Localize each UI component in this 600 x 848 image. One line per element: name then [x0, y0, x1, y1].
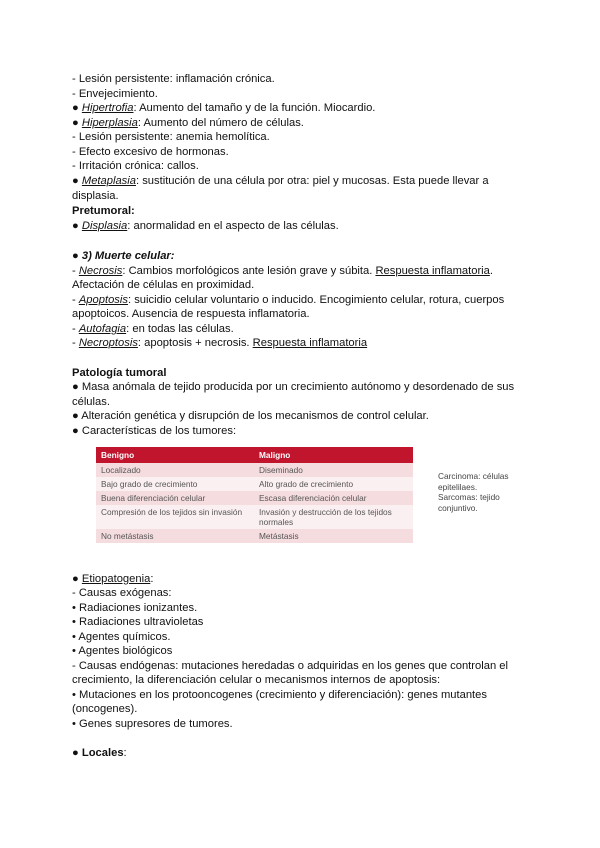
text-span: : anormalidad en el aspecto de las células.: [127, 220, 339, 232]
text-line: - Causas exógenas:: [72, 587, 172, 599]
section-heading-patologia: Patología tumoral: [72, 367, 167, 379]
text-line: - Envejecimiento.: [72, 88, 158, 100]
section-heading-locales: [72, 746, 127, 760]
heading-text: 3) Muerte celular:: [81, 250, 175, 262]
text-line: - Necrosis: Cambios morfológicos ante lesión grave y súbita. Respuesta inflamatoria.: [72, 265, 493, 277]
table-row: [96, 491, 413, 505]
text-line: - Necroptosis: apoptosis + necrosis. Respuesta inflamatoria: [72, 337, 368, 349]
table-cell: Invasión y destrucción de los tejidos normales: [254, 505, 413, 529]
table-cell: Compresión de los tejidos sin invasión: [96, 505, 254, 529]
text-line: [72, 572, 153, 586]
column-header-benigno: Benigno: [96, 447, 254, 463]
bullet: ●: [72, 175, 82, 187]
column-header-maligno: Maligno: [254, 447, 413, 463]
table-cell: No metástasis: [96, 529, 254, 543]
term-necrosis: Necrosis: [78, 265, 123, 277]
section-heading-pretumoral: Pretumoral:: [72, 205, 135, 217]
respuesta-inflamatoria-link: Respuesta inflamatoria: [252, 337, 368, 349]
table-cell: Metástasis: [254, 529, 413, 543]
note-line: Carcinoma: células: [438, 471, 509, 481]
table-row: [96, 529, 413, 543]
term-hiperplasia: Hiperplasia: [81, 117, 138, 129]
text-span: : en todas las células.: [126, 323, 234, 335]
text-line: (oncogenes).: [72, 703, 138, 715]
table-cell: Escasa diferenciación celular: [254, 491, 413, 505]
text-line: • Agentes químicos.: [72, 631, 171, 643]
text-span: : Aumento del número de células.: [137, 117, 304, 129]
text-line: • Genes supresores de tumores.: [72, 718, 233, 730]
text-line: - Efecto excesivo de hormonas.: [72, 146, 229, 158]
term-apoptosis: Apoptosis: [78, 294, 128, 306]
note-line: Sarcomas: tejido: [438, 492, 500, 502]
bullet: ●: [72, 747, 82, 759]
text-span: :: [150, 573, 154, 585]
text-line: - Lesión persistente: anemia hemolítica.: [72, 131, 270, 143]
text-span: : sustitución de una célula por otra: piel y mucosas. Esta puede llevar a: [135, 175, 489, 187]
respuesta-inflamatoria-link: Respuesta inflamatoria: [375, 265, 490, 277]
bullet: ●: [72, 117, 82, 129]
bullet: ●: [72, 220, 82, 232]
text-line: - Autofagia: en todas las células.: [72, 323, 234, 335]
text-line: [72, 174, 489, 188]
table-row: [96, 463, 413, 477]
tumor-comparison-table: [96, 447, 413, 543]
text-line: [72, 101, 375, 115]
table-row: [96, 477, 413, 491]
bullet: ●: [72, 250, 82, 262]
note-line: conjuntivo.: [438, 502, 478, 513]
text-span: .: [489, 265, 493, 277]
text-line: displasia.: [72, 190, 119, 202]
text-line: • Agentes biológicos: [72, 645, 173, 657]
heading-etiopatogenia: Etiopatogenia: [81, 573, 151, 585]
text-span: : apoptosis + necrosis.: [137, 337, 253, 349]
term-metaplasia: Metaplasia: [81, 175, 136, 187]
heading-text: Locales: [81, 747, 124, 759]
text-line: Afectación de células en proximidad.: [72, 279, 255, 291]
text-span: : Aumento del tamaño y de la función. Miocardio.: [133, 102, 376, 114]
table-cell: Alto grado de crecimiento: [254, 477, 413, 491]
text-line: • Mutaciones en los protooncogenes (crecimiento y diferenciación): genes mutantes: [72, 689, 487, 701]
text-line: ● Características de los tumores:: [72, 425, 237, 437]
text-line: - Causas endógenas: mutaciones heredadas o adquiridas en los genes que controlan el: [72, 660, 508, 672]
table-row: [96, 505, 413, 529]
text-line: - Irritación crónica: callos.: [72, 160, 199, 172]
term-necroptosis: Necroptosis: [78, 337, 138, 349]
text-span: : suicidio celular voluntario o inducido. Encogimiento celular, rotura, cuerpos: [127, 294, 505, 306]
section-heading-muerte: [72, 249, 175, 263]
text-span: : Cambios morfológicos ante lesión grave y súbita.: [122, 265, 376, 277]
note-line: epitelilaes.: [438, 481, 478, 492]
bullet: ●: [72, 102, 82, 114]
tumor-side-note: [438, 471, 509, 513]
term-autofagia: Autofagia: [78, 323, 127, 335]
text-line: crecimiento, la diferenciación celular o mecanismos internos de apoptosis:: [72, 674, 441, 686]
table-cell: Buena diferenciación celular: [96, 491, 254, 505]
table-cell: Bajo grado de crecimiento: [96, 477, 254, 491]
text-line: ● Alteración genética y disrupción de los mecanismos de control celular.: [72, 410, 429, 422]
text-span: :: [123, 747, 127, 759]
table-header-row: [96, 447, 413, 463]
table-cell: Diseminado: [254, 463, 413, 477]
text-line: • Radiaciones ultravioletas: [72, 616, 204, 628]
text-line: apoptoicos. Ausencia de respuesta inflamatoria.: [72, 308, 310, 320]
table-cell: Localizado: [96, 463, 254, 477]
text-line: ● Masa anómala de tejido producida por un crecimiento autónomo y desordenado de sus: [72, 381, 515, 393]
text-line: células.: [72, 396, 110, 408]
text-line: [72, 116, 304, 130]
bullet: ●: [72, 573, 82, 585]
term-hipertrofia: Hipertrofia: [81, 102, 134, 114]
term-displasia: Displasia: [81, 220, 128, 232]
text-line: [72, 219, 339, 233]
text-line: • Radiaciones ionizantes.: [72, 602, 198, 614]
text-line: - Lesión persistente: inflamación crónica.: [72, 73, 275, 85]
text-line: - Apoptosis: suicidio celular voluntario o inducido. Encogimiento celular, rotura, cuerpos: [72, 294, 505, 306]
